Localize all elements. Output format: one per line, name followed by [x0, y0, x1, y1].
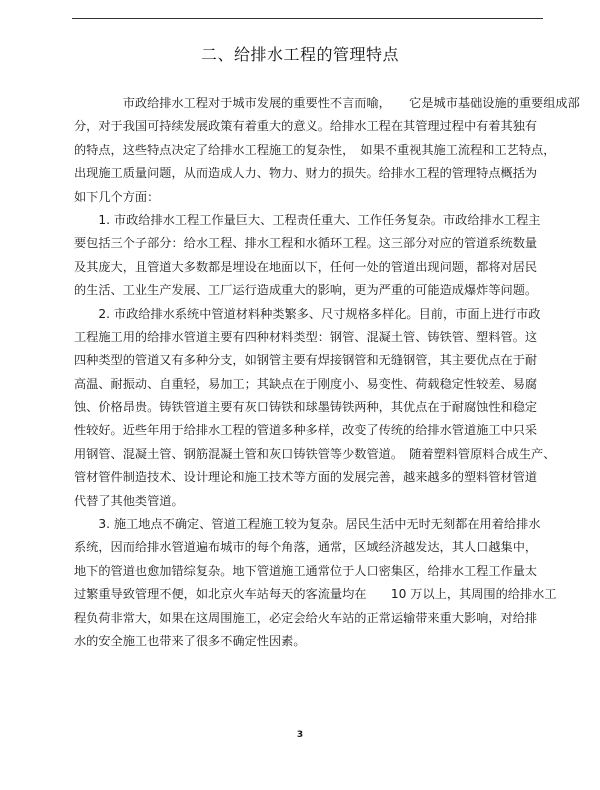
text-line: 水的安全施工也带来了很多不确定性因素。	[74, 633, 306, 648]
section-title: 二、给排水工程的管理特点	[200, 45, 399, 64]
text-line: 市政给排水工程对于城市发展的重要性不言而喻， 它是城市基础设施的重要组成部	[74, 96, 580, 110]
text-line: 过繁重导致管理不便，如北京火车站每天的客流量均在 10 万以上，其周围的给排水工	[74, 587, 557, 602]
text-line: 分，对于我国可持续发展政策有着重大的意义。给排水工程在其管理过程中有着其独有	[74, 119, 538, 134]
text-line: 管材管件制造技术、设计理论和施工技术等方面的发展完善，越来越多的塑料管材管道	[74, 470, 538, 485]
page-number: 3	[296, 730, 304, 740]
text-line: 程负荷非常大，如果在这周围施工，必定会给火车站的正常运输带来重大影响，对给排	[74, 610, 538, 625]
text-line: 代替了其他类管道。	[74, 493, 184, 508]
body-text	[74, 92, 580, 653]
text-line: 地下的管道也愈加错综复杂。地下管道施工通常位于人口密集区，给排水工程工作量太	[74, 563, 538, 578]
text-line: 四种类型的管道又有多种分支，如钢管主要有焊接钢管和无缝钢管，其主要优点在于耐	[74, 353, 538, 368]
text-line: 3. 施工地点不确定、管道工程施工较为复杂。居民生活中无时无刻都在用着给排水	[74, 517, 541, 532]
header-rule	[72, 18, 543, 19]
text-line: 的生活、工业生产发展、工厂运行造成重大的影响，更为严重的可能造成爆炸等问题。	[74, 283, 538, 298]
text-line: 蚀、价格昂贵。铸铁管道主要有灰口铸铁和球墨铸铁两种，其优点在于耐腐蚀性和稳定	[74, 400, 538, 415]
text-line: 系统，因而给排水管道遍布城市的每个角落，通常，区域经济越发达，其人口越集中，	[74, 540, 538, 555]
text-line: 的特点，这些特点决定了给排水工程施工的复杂性， 如果不重视其施工流程和工艺特点，	[74, 142, 556, 157]
text-line: 出现施工质量问题，从而造成人力、物力、财力的损失。给排水工程的管理特点概括为	[74, 166, 538, 181]
text-line: 工程施工用的给排水管道主要有四种材料类型：钢管、混凝土管、铸铁管、塑料管。这	[74, 329, 538, 344]
text-line: 性较好。近些年用于给排水工程的管道多种多样，改变了传统的给排水管道施工中只采	[74, 423, 538, 438]
text-line: 及其庞大，且管道大多数都是埋设在地面以下，任何一处的管道出现问题，都将对居民	[74, 259, 538, 274]
text-line: 如下几个方面：	[74, 189, 160, 204]
text-line: 2. 市政给排水系统中管道材料种类繁多、尺寸规格多样化。目前，市面上进行市政	[74, 306, 541, 321]
text-line: 高温、耐振动、自重轻，易加工；其缺点在于刚度小、易变性、荷载稳定性较差、易腐	[74, 376, 538, 391]
text-line: 要包括三个子部分：给水工程、排水工程和水循环工程。这三部分对应的管道系统数量	[74, 236, 538, 251]
text-line: 用钢管、混凝土管、钢筋混凝土管和灰口铸铁管等少数管道。 随着塑料管原料合成生产、	[74, 446, 556, 461]
text-line: 1. 市政给排水工程工作量巨大、工程责任重大、工作任务复杂。市政给排水工程主	[74, 212, 541, 227]
